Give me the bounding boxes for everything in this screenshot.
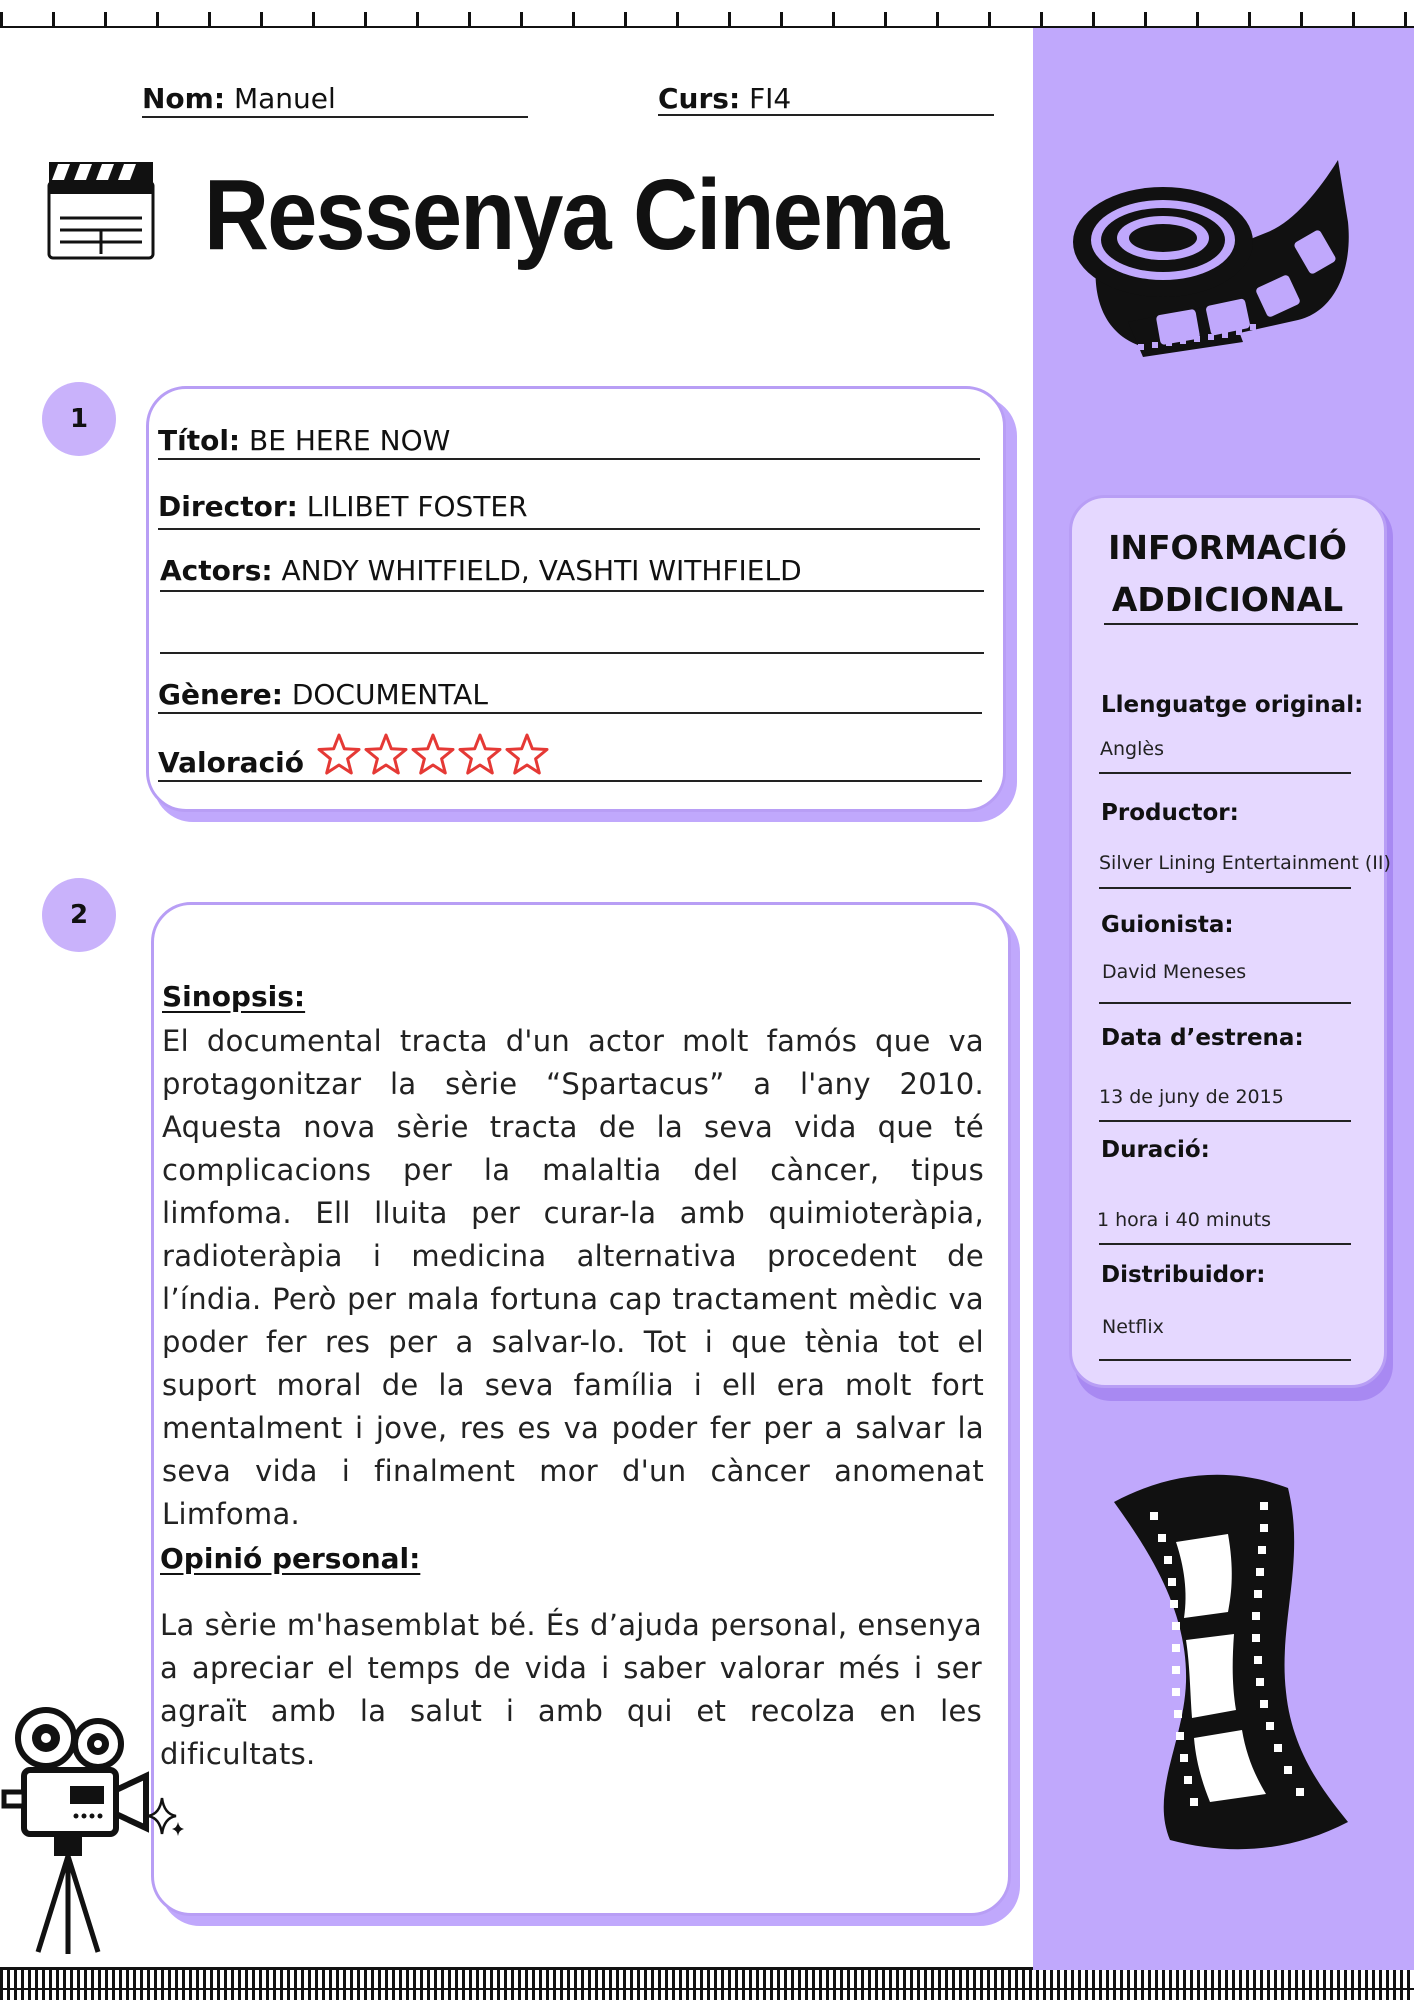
star-icon[interactable]	[366, 735, 406, 773]
sparkle-icon	[146, 1796, 186, 1840]
director-value: LILIBET FOSTER	[306, 490, 528, 523]
curs-label: Curs:	[658, 82, 741, 115]
additional-info-box	[1069, 495, 1387, 1388]
info-underline	[1099, 887, 1351, 889]
sinopsis-text: El documental tracta d'un actor molt famós que va protagonitzar la sèrie “Spartacus” a l'any 2010. Aquesta nova sèrie tracta de la seva vida que té complicacions per la malaltia del càncer, tipus limfoma. Ell lluita per curar-la amb quimioteràpia, radioteràpia i medicina alternativa procedent de l’índia. Però per mala fortuna cap tractament mèdic va poder fer res per a salvar-lo. Tot i que tènia tot el suport moral de la seva família i ell era molt fort mentalment i jove, res es va poder fer per a salvar la seva vida i finalment mor d'un càncer anomenat Limfoma.	[162, 1024, 984, 1531]
opinio-heading: Opinió personal:	[160, 1542, 421, 1575]
nom-label: Nom:	[142, 82, 226, 115]
sinopsis-heading: Sinopsis:	[162, 980, 306, 1013]
info-label-distribuidor: Distribuidor:	[1101, 1262, 1266, 1288]
star-icon[interactable]	[413, 735, 453, 773]
nom-underline	[142, 116, 528, 118]
director-label: Director:	[158, 490, 298, 523]
info-underline	[1099, 1359, 1351, 1361]
curs-field	[658, 82, 791, 115]
film-strip-top-border	[0, 0, 1414, 28]
genere-label: Gènere:	[158, 678, 283, 711]
info-value-duracio: 1 hora i 40 minuts	[1097, 1209, 1272, 1231]
info-underline	[1099, 1243, 1351, 1245]
info-label-data-estrena: Data d’estrena:	[1101, 1025, 1304, 1051]
film-strip-bottom-border	[0, 1967, 1414, 2000]
star-icon[interactable]	[319, 735, 359, 773]
film-strip-icon	[1110, 1472, 1356, 1852]
titol-underline	[158, 458, 980, 460]
info-title-underline	[1104, 623, 1358, 625]
info-title-line2: ADDICIONAL	[1111, 580, 1344, 619]
info-value-distribuidor: Netflix	[1102, 1316, 1164, 1338]
film-reel-icon	[1068, 152, 1376, 362]
titol-field	[158, 424, 450, 457]
valoracio-label: Valoració	[158, 746, 305, 779]
genere-underline	[158, 712, 982, 714]
clapperboard-icon	[46, 158, 158, 262]
valoracio-underline	[158, 780, 982, 782]
nom-field	[142, 82, 336, 115]
section-number-2: 2	[42, 878, 116, 952]
section-number-1: 1	[42, 382, 116, 456]
info-label-llenguatge: Llenguatge original:	[1101, 692, 1364, 718]
info-title-line1: INFORMACIÓ	[1108, 528, 1347, 567]
info-underline	[1099, 772, 1351, 774]
actors-field	[160, 554, 802, 587]
curs-underline	[658, 114, 994, 116]
star-rating[interactable]	[316, 732, 552, 778]
actors-underline-2	[160, 652, 984, 654]
info-underline	[1099, 1002, 1351, 1004]
info-value-data-estrena: 13 de juny de 2015	[1099, 1086, 1284, 1108]
genere-field	[158, 678, 488, 711]
director-field	[158, 490, 528, 523]
info-label-duracio: Duració:	[1101, 1137, 1210, 1163]
titol-value: BE HERE NOW	[249, 424, 451, 457]
star-icon[interactable]	[507, 735, 547, 773]
star-icon[interactable]	[460, 735, 500, 773]
valoracio-field	[158, 746, 304, 779]
info-value-guionista: David Meneses	[1102, 961, 1247, 983]
curs-value: FI4	[749, 82, 792, 115]
info-label-guionista: Guionista:	[1101, 912, 1234, 938]
actors-label: Actors:	[160, 554, 273, 587]
info-label-productor: Productor:	[1101, 800, 1239, 826]
info-box-title	[1085, 522, 1370, 626]
opinio-text: La sèrie m'hasemblat bé. És d’ajuda personal, ensenya a apreciar el temps de vida i saber valorar més i ser agraït amb la salut i amb qui et recolza en les dificultats.	[160, 1608, 982, 1771]
genere-value: DOCUMENTAL	[291, 678, 488, 711]
info-value-productor: Silver Lining Entertainment (II)	[1099, 852, 1391, 874]
actors-value: ANDY WHITFIELD, VASHTI WITHFIELD	[281, 554, 802, 587]
info-underline	[1099, 1120, 1351, 1122]
titol-label: Títol:	[158, 424, 241, 457]
actors-underline	[160, 590, 984, 592]
page-title: Ressenya Cinema	[204, 159, 948, 271]
info-value-llenguatge: Anglès	[1100, 738, 1164, 760]
nom-value: Manuel	[233, 82, 336, 115]
director-underline	[158, 528, 980, 530]
